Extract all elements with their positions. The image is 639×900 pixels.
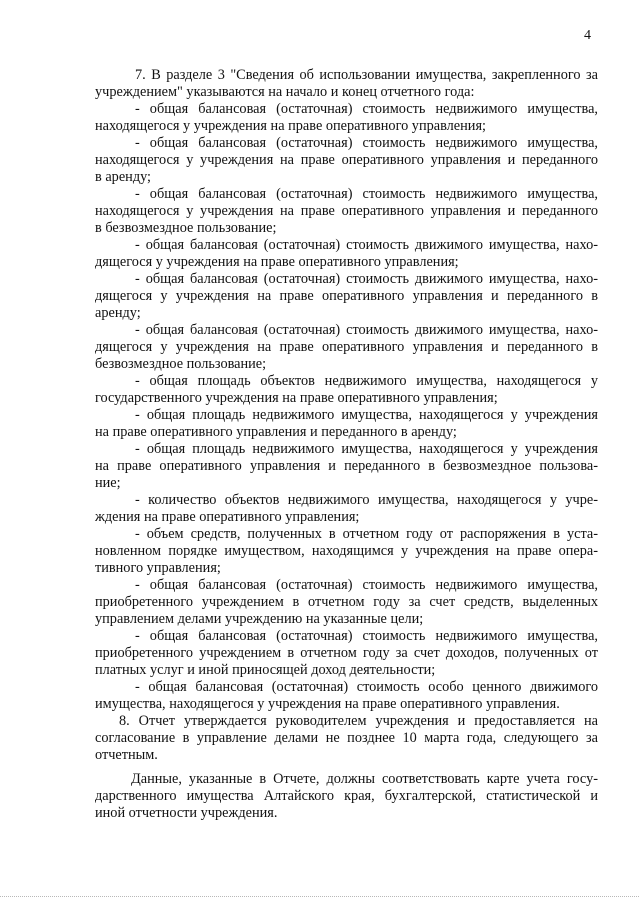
list-item-line: аренду;: [95, 305, 141, 321]
list-item-line: имущества, находящегося у учреждения на праве оперативного управления.: [95, 696, 560, 712]
list-item-line: - общая балансовая (остаточная) стоимость движимого имущества, нахо-: [135, 271, 598, 287]
list-item-line: в безвозмездное пользование;: [95, 220, 277, 236]
list-item-line: тивного управления;: [95, 560, 221, 576]
list-item-line: - общая площадь объектов недвижимого имущества, находящегося у: [135, 373, 598, 389]
list-item-line: - общая балансовая (остаточная) стоимость недвижимого имущества,: [135, 628, 598, 644]
list-item-line: - общая балансовая (остаточная) стоимость недвижимого имущества,: [135, 135, 598, 151]
list-item-line: - объем средств, полученных в отчетном году от распоряжения в уста-: [135, 526, 598, 542]
list-item-line: дящегося у учреждения на праве оперативного управления и переданного в: [95, 339, 598, 355]
list-item-line: государственного учреждения на праве оперативного управления;: [95, 390, 498, 406]
list-item-line: находящегося у учреждения на праве оперативного управления;: [95, 118, 486, 134]
list-item-line: ние;: [95, 475, 121, 491]
list-item-line: в аренду;: [95, 169, 152, 185]
list-item-line: находящегося у учреждения на праве оперативного управления и переданного: [95, 152, 598, 168]
list-item-line: на праве оперативного управления и переданного в безвозмездное пользова-: [95, 458, 598, 474]
list-item-line: - общая площадь недвижимого имущества, находящегося у учреждения: [135, 441, 598, 457]
list-item-line: приобретенного учреждением в отчетном году за счет средств, выделенных: [95, 594, 598, 610]
paragraph-8-line-2: согласование в управление делами не позднее 10 марта года, следующего за: [95, 730, 598, 746]
list-item-line: платных услуг и иной приносящей доход деятельности;: [95, 662, 436, 678]
list-item-line: ждения на праве оперативного управления;: [95, 509, 360, 525]
list-item-line: - общая балансовая (остаточная) стоимость особо ценного движимого: [135, 679, 598, 695]
page-bottom-divider: [0, 896, 639, 898]
page-number: 4: [584, 28, 591, 43]
list-item-line: - общая балансовая (остаточная) стоимость недвижимого имущества,: [135, 186, 598, 202]
list-item-line: управлением делами учреждению на указанные цели;: [95, 611, 424, 627]
paragraph-7-line-2: учреждением" указываются на начало и конец отчетного года:: [95, 84, 475, 100]
list-item-line: новленном порядке имуществом, находящимся у учреждения на праве опера-: [95, 543, 598, 559]
final-paragraph-line-2: дарственного имущества Алтайского края, бухгалтерской, статистической и: [95, 788, 598, 804]
list-item-line: дящегося у учреждения на праве оперативного управления;: [95, 254, 459, 270]
list-item-line: - общая балансовая (остаточная) стоимость движимого имущества, нахо-: [135, 237, 598, 253]
list-item-line: дящегося у учреждения на праве оперативного управления и переданного в: [95, 288, 598, 304]
final-paragraph-line-1: Данные, указанные в Отчете, должны соответствовать карте учета госу-: [131, 771, 598, 787]
final-paragraph-line-3: иной отчетности учреждения.: [95, 805, 278, 821]
list-item-line: на праве оперативного управления и переданного в аренду;: [95, 424, 457, 440]
paragraph-8-line-1: 8. Отчет утверждается руководителем учреждения и предоставляется на: [119, 713, 598, 729]
list-item-line: безвозмездное пользование;: [95, 356, 267, 372]
paragraph-8-line-3: отчетным.: [95, 747, 158, 763]
list-item-line: - общая балансовая (остаточная) стоимость недвижимого имущества,: [135, 577, 598, 593]
list-item-line: - количество объектов недвижимого имущества, находящегося у учре-: [135, 492, 598, 508]
list-item-line: - общая балансовая (остаточная) стоимость движимого имущества, нахо-: [135, 322, 598, 338]
paragraph-7-line-1: 7. В разделе 3 "Сведения об использовании имущества, закрепленного за: [135, 67, 598, 83]
list-item-line: - общая площадь недвижимого имущества, находящегося у учреждения: [135, 407, 598, 423]
list-item-line: приобретенного учреждением в отчетном году за счет доходов, полученных от: [95, 645, 598, 661]
list-item-line: - общая балансовая (остаточная) стоимость недвижимого имущества,: [135, 101, 598, 117]
list-item-line: находящегося у учреждения на праве оперативного управления и переданного: [95, 203, 598, 219]
